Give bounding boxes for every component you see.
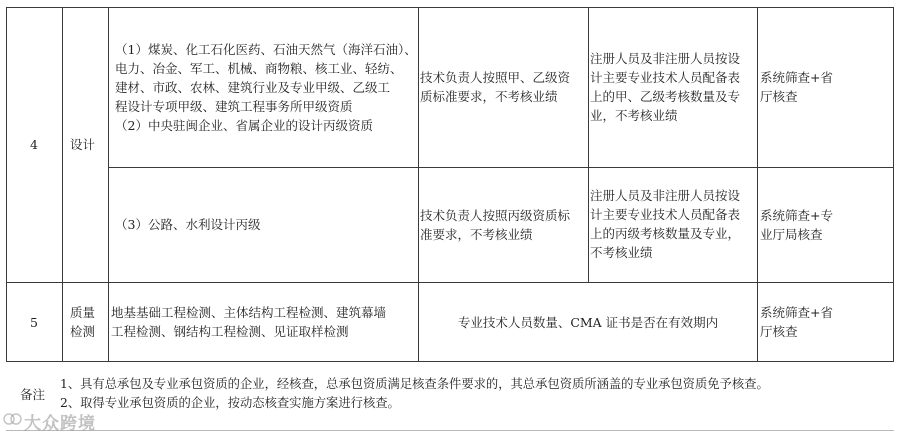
col-divider-3 bbox=[418, 7, 419, 361]
row5-method-line: 系统筛查+省 bbox=[760, 305, 833, 320]
table-left-border bbox=[6, 7, 7, 361]
row4-sub2-staff bbox=[590, 186, 757, 262]
col-divider-1 bbox=[62, 7, 63, 361]
row4-sub1-scope-line: 程设计专项甲级、建筑工程事务所甲级资质 bbox=[115, 99, 353, 114]
col-divider-4 bbox=[588, 7, 589, 283]
row4-sub2-method bbox=[760, 206, 893, 244]
row5-category-line: 检测 bbox=[70, 324, 96, 339]
watermark-text: 大众跨境 bbox=[24, 414, 96, 434]
table-top-border bbox=[6, 7, 894, 8]
row4-sub2-scope-line: （3）公路、水利设计丙级 bbox=[115, 217, 261, 232]
row4-sub2-scope bbox=[115, 215, 417, 234]
row4-inner-divider bbox=[108, 167, 894, 168]
row4-sub1-staff-line: 计主要专业技术人员配备表 bbox=[590, 70, 741, 85]
row4-sub2-req-line: 准要求，不考核业绩 bbox=[420, 227, 533, 242]
row5-merged-requirement: 专业技术人员数量、CMA 证书是否在有效期内 bbox=[457, 315, 719, 330]
row5-scope-line: 地基基础工程检测、主体结构工程检测、建筑幕墙 bbox=[111, 305, 387, 320]
row4-bottom-border bbox=[6, 282, 894, 283]
row4-sub1-staff-line: 注册人员及非注册人员按设 bbox=[590, 51, 741, 66]
remark-line: 2、取得专业承包资质的企业，按动态核查实施方案进行核查。 bbox=[60, 396, 400, 410]
remarks-body bbox=[60, 375, 890, 413]
row4-sub2-req-line: 技术负责人按照丙级资质标 bbox=[420, 208, 571, 223]
row5-category-line: 质量 bbox=[70, 305, 96, 320]
row4-sub1-req-line: 技术负责人按照甲、乙级资 bbox=[420, 70, 571, 85]
remark-line: 1、具有总承包及专业承包资质的企业，经核查，总承包资质满足核查条件要求的，其总承包资质所涵盖的专业承包资质免予核查。 bbox=[60, 377, 769, 391]
row5-scope bbox=[111, 303, 417, 341]
remarks-label: 备注 bbox=[20, 387, 46, 402]
row4-sub1-method-line: 系统筛查+省 bbox=[760, 70, 833, 85]
row4-sub2-requirement bbox=[420, 206, 588, 244]
row4-sub2-staff-line: 注册人员及非注册人员按设 bbox=[590, 188, 741, 203]
row5-category bbox=[70, 303, 108, 341]
col-divider-2 bbox=[108, 7, 109, 361]
row4-sub1-scope-line: 建材、市政、农林、建筑行业及专业甲级、乙级工 bbox=[115, 80, 391, 95]
row4-sub1-staff bbox=[590, 49, 757, 125]
row4-sub1-staff-line: 上的甲、乙级考核数量及专 bbox=[590, 89, 741, 104]
row4-sub2-method-line: 系统筛查+专 bbox=[760, 208, 833, 223]
row4-category: 设计 bbox=[70, 137, 96, 152]
row4-sub1-scope-line: （1）煤炭、化工石化医药、石油天然气（海洋石油）、 bbox=[115, 42, 417, 57]
row5-scope-line: 工程检测、钢结构工程检测、见证取样检测 bbox=[111, 324, 349, 339]
row5-number: 5 bbox=[30, 315, 38, 330]
row4-sub1-requirement bbox=[420, 68, 588, 106]
row4-sub1-req-line: 质标准要求，不考核业绩 bbox=[420, 89, 558, 104]
table-bottom-border bbox=[6, 430, 894, 431]
row5-method-line: 厅核查 bbox=[760, 324, 798, 339]
row4-number: 4 bbox=[30, 137, 38, 152]
row4-sub2-staff-line: 不考核业绩 bbox=[590, 245, 653, 260]
row4-sub1-method-line: 厅核查 bbox=[760, 89, 798, 104]
row4-sub2-staff-line: 计主要专业技术人员配备表 bbox=[590, 207, 741, 222]
table-right-border bbox=[893, 7, 894, 361]
row4-sub1-scope bbox=[115, 40, 417, 135]
row5-method bbox=[760, 303, 893, 341]
col-divider-5 bbox=[757, 7, 758, 361]
row4-sub1-scope-line: 电力、冶金、军工、机械、商物粮、核工业、轻纺、 bbox=[115, 61, 403, 76]
row4-sub1-method bbox=[760, 68, 893, 106]
row4-sub2-method-line: 业厅局核查 bbox=[760, 227, 823, 242]
row5-bottom-border bbox=[6, 361, 894, 362]
row4-sub1-staff-line: 业，不考核业绩 bbox=[590, 108, 678, 123]
row4-sub1-scope-line: （2）中央驻闽企业、省属企业的设计丙级资质 bbox=[115, 118, 373, 133]
row4-sub2-staff-line: 上的丙级考核数量及专业， bbox=[590, 226, 741, 241]
watermark-logo-icon bbox=[3, 412, 23, 426]
